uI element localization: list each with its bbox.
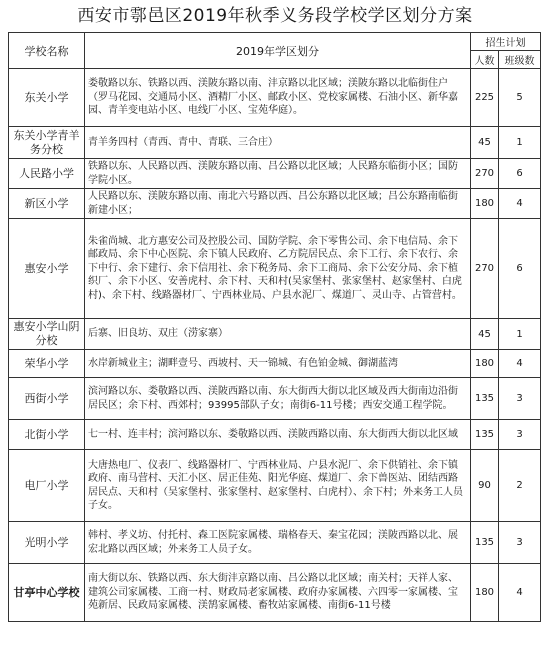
enrollment-count-cell: 270 (471, 219, 499, 319)
table-row (9, 159, 541, 189)
school-name-cell: 甘亭中心学校 (9, 564, 85, 622)
class-count-cell: 6 (499, 159, 541, 189)
header-classes: 班级数 (499, 51, 541, 69)
document-title: 西安市鄠邑区2019年秋季义务段学校学区划分方案 (77, 6, 473, 26)
school-name-cell: 电厂小学 (9, 450, 85, 522)
district-area-cell: 娄敬路以东、铁路以西、渼陂东路以南、沣京路以北区域；渼陂东路以北临街住户（罗马花园、交通局小区、酒精厂小区、邮政小区、党校家属楼、石油小区、新华嘉园、青羊变电站小区、电线厂小区、宝苑华庭）。 (85, 69, 471, 127)
header-area: 2019年学区划分 (85, 33, 471, 69)
class-count-cell: 1 (499, 127, 541, 159)
school-name-cell: 新区小学 (9, 189, 85, 219)
enrollment-count-cell: 90 (471, 450, 499, 522)
class-count-cell: 2 (499, 450, 541, 522)
enrollment-count-cell: 180 (471, 189, 499, 219)
class-count-cell: 3 (499, 522, 541, 564)
class-count-cell: 6 (499, 219, 541, 319)
enrollment-count-cell: 270 (471, 159, 499, 189)
school-name-cell: 荣华小学 (9, 350, 85, 378)
table-row (9, 69, 541, 127)
school-name-cell: 光明小学 (9, 522, 85, 564)
district-area-cell: 大唐热电厂、仪表厂、线路器材厂、宁西林业局、户县水泥厂、余下供销社、余下镇政府、南马营村、天汇小区、居正佳苑、阳光华庭、煤道厂、余下兽医站、团结西路居民点、天和村（吴家堡村、张家堡村、赵家堡村、白虎村）、余下村；外来务工人员子女。 (85, 450, 471, 522)
school-name-cell: 东关小学 (9, 69, 85, 127)
district-area-cell: 水岸新城业主；湖畔壹号、西坡村、天一锦城、有色铂金城、御湖蓝湾 (85, 350, 471, 378)
header-enrollment-plan: 招生计划 (471, 33, 541, 51)
enrollment-count-cell: 135 (471, 378, 499, 420)
district-area-cell: 滨河路以东、娄敬路以西、渼陂西路以南、东大街西大街以北区域及西大街南边沿街居民区；余下村、西郊村；93995部队子女；南街6-11号楼；西安交通工程学院。 (85, 378, 471, 420)
class-count-cell: 3 (499, 420, 541, 450)
district-area-cell: 朱雀尚城、北方惠安公司及控股公司、国防学院、余下零售公司、余下电信局、余下邮政局、余下中心医院、余下镇人民政府、乙方院居民点、余下工行、余下农行、余下中行、余下建行、余下信用社、余下税务局、余下工商局、余下公安分局、余下植织厂、余下小区、安善虎村、余下村、天和村(吴家堡村、张家堡村、赵家堡村、白虎村)、余下村、线路器材厂、宁西林业局、户县水泥厂、煤道厂、灵山寺、占管营村。 (85, 219, 471, 319)
table-row (9, 319, 541, 350)
enrollment-count-cell: 225 (471, 69, 499, 127)
school-name-cell: 惠安小学 (9, 219, 85, 319)
district-area-cell: 韩村、孝义坊、付托村、森工医院家属楼、瑞格春天、秦宝花园；渼陂西路以北、展宏北路以西区域；外来务工人员子女。 (85, 522, 471, 564)
table-row (9, 350, 541, 378)
enrollment-count-cell: 180 (471, 564, 499, 622)
school-name-cell: 东关小学青羊务分校 (9, 127, 85, 159)
table-row (9, 378, 541, 420)
district-area-cell: 青羊务四村（青西、青中、青联、三合庄） (85, 127, 471, 159)
class-count-cell: 4 (499, 189, 541, 219)
district-area-cell: 南大街以东、铁路以西、东大街沣京路以南、吕公路以北区域；南关村；天祥人家、建筑公司家属楼、工商一村、财政局老家属楼、政府办家属楼、六四零一家属楼、宝苑新居、民政局家属楼、渼鹄家属楼、畜牧站家属楼、南街6-11号楼 (85, 564, 471, 622)
class-count-cell: 4 (499, 564, 541, 622)
class-count-cell: 4 (499, 350, 541, 378)
school-name-cell: 北街小学 (9, 420, 85, 450)
table-row (9, 450, 541, 522)
enrollment-count-cell: 45 (471, 319, 499, 350)
class-count-cell: 1 (499, 319, 541, 350)
enrollment-count-cell: 180 (471, 350, 499, 378)
table-row (9, 189, 541, 219)
header-count: 人数 (471, 51, 499, 69)
school-name-cell: 惠安小学山阴分校 (9, 319, 85, 350)
enrollment-count-cell: 135 (471, 420, 499, 450)
header-school-name: 学校名称 (9, 33, 85, 69)
table-row (9, 564, 541, 622)
school-name-cell: 人民路小学 (9, 159, 85, 189)
table-row (9, 420, 541, 450)
district-area-cell: 铁路以东、人民路以西、渼陂东路以南、吕公路以北区域；人民路东临街小区；国防学院小区。 (85, 159, 471, 189)
district-area-cell: 七一村、连丰村；滨河路以东、娄敬路以西、渼陂西路以南、东大街西大街以北区域 (85, 420, 471, 450)
school-name-cell: 西街小学 (9, 378, 85, 420)
table-row (9, 219, 541, 319)
class-count-cell: 3 (499, 378, 541, 420)
district-area-cell: 后寨、旧良坊、双庄（涝家寨） (85, 319, 471, 350)
enrollment-count-cell: 135 (471, 522, 499, 564)
enrollment-count-cell: 45 (471, 127, 499, 159)
district-area-cell: 人民路以东、渼陂东路以南、南北六号路以西、吕公东路以北区域；吕公东路南临街新建小区； (85, 189, 471, 219)
school-district-table (8, 32, 541, 622)
table-row (9, 522, 541, 564)
class-count-cell: 5 (499, 69, 541, 127)
table-row (9, 127, 541, 159)
